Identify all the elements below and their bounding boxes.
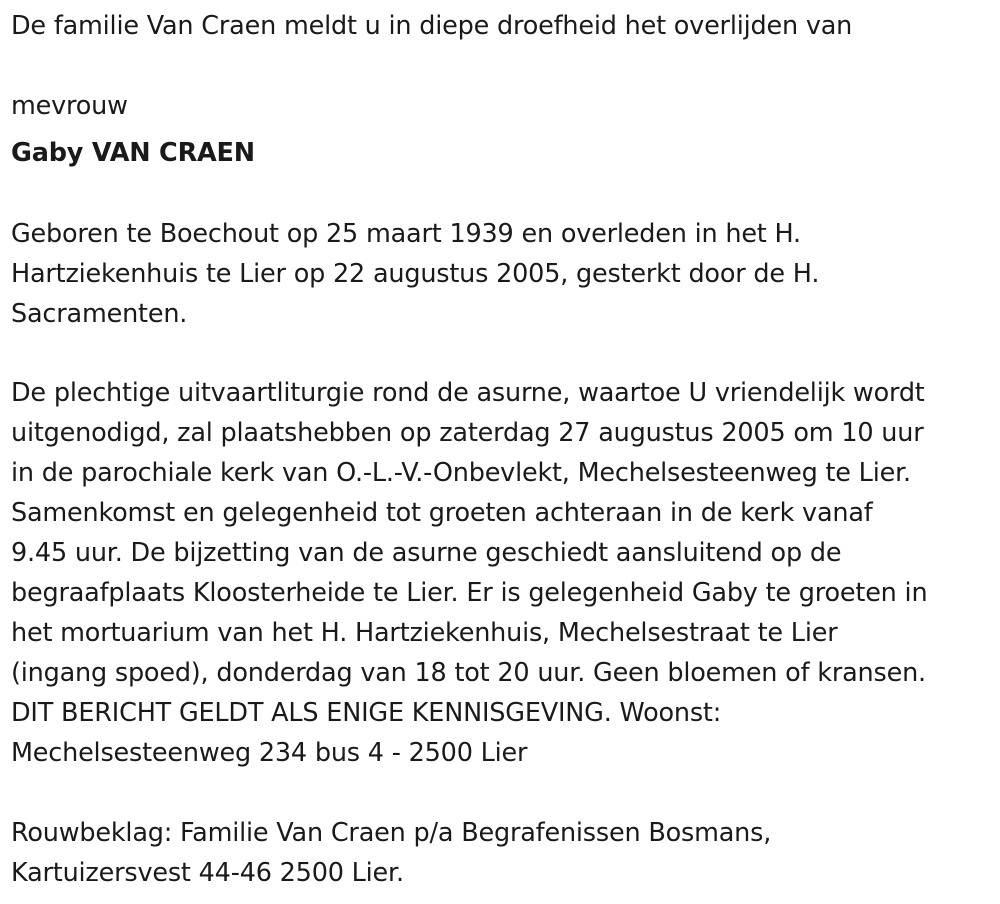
funeral-line: uitgenodigd, zal plaatshebben op zaterdag 27 augustus 2005 om 10 uur	[11, 418, 924, 448]
birth-line: Sacramenten.	[11, 299, 188, 329]
funeral-line: (ingang spoed), donderdag van 18 tot 20 uur. Geen bloemen of kransen.	[11, 658, 926, 688]
funeral-line: 9.45 uur. De bijzetting van de asurne geschiedt aansluitend op de	[11, 538, 842, 568]
birth-line: Geboren te Boechout op 25 maart 1939 en overleden in het H.	[11, 219, 801, 249]
mourning-line: Rouwbeklag: Familie Van Craen p/a Begrafenissen Bosmans,	[11, 818, 772, 848]
intro-text: De familie Van Craen meldt u in diepe droefheid het overlijden van	[11, 11, 853, 41]
funeral-line: Samenkomst en gelegenheid tot groeten achteraan in de kerk vanaf	[11, 498, 873, 528]
funeral-line: in de parochiale kerk van O.-L.-V.-Onbevlekt, Mechelsesteenweg te Lier.	[11, 458, 911, 488]
salutation: mevrouw	[11, 91, 128, 121]
deceased-name: Gaby VAN CRAEN	[11, 138, 255, 168]
funeral-line: begraafplaats Kloosterheide te Lier. Er is gelegenheid Gaby te groeten in	[11, 578, 928, 608]
funeral-line: DIT BERICHT GELDT ALS ENIGE KENNISGEVING. Woonst:	[11, 698, 722, 728]
mourning-line: Kartuizersvest 44-46 2500 Lier.	[11, 858, 404, 888]
funeral-line: Mechelsesteenweg 234 bus 4 - 2500 Lier	[11, 738, 528, 768]
funeral-line: De plechtige uitvaartliturgie rond de asurne, waartoe U vriendelijk wordt	[11, 378, 925, 408]
birth-line: Hartziekenhuis te Lier op 22 augustus 2005, gesterkt door de H.	[11, 259, 820, 289]
funeral-line: het mortuarium van het H. Hartziekenhuis, Mechelsestraat te Lier	[11, 618, 838, 648]
